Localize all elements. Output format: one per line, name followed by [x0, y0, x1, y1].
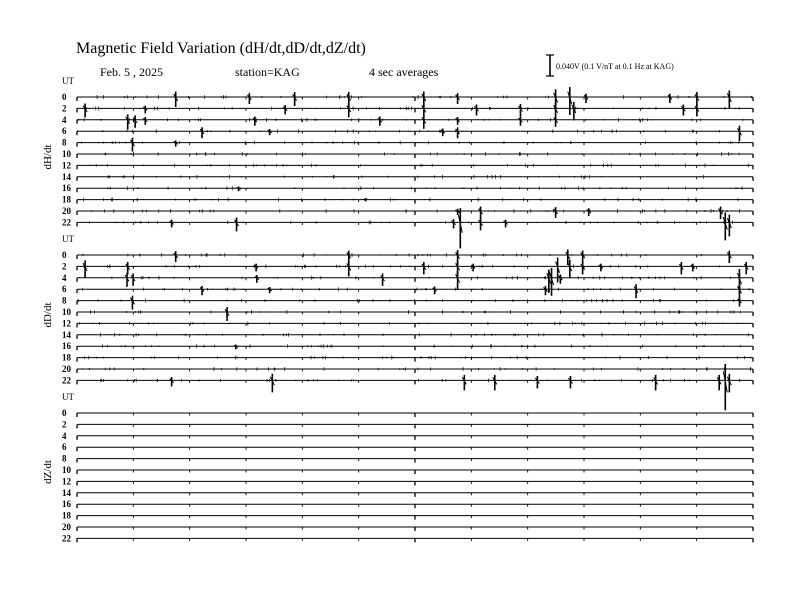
row-label: 22: [62, 533, 71, 544]
row-label: 8: [62, 453, 67, 464]
row-label: 0: [62, 250, 67, 260]
row-label: 4: [62, 430, 67, 441]
row-label: 2: [62, 261, 67, 272]
row-label: 22: [62, 217, 71, 228]
row-label: 18: [62, 194, 71, 205]
row-label: 4: [62, 272, 67, 283]
panel-dddt: [42, 234, 753, 410]
row-label: 2: [62, 103, 67, 114]
row-label: 12: [62, 476, 71, 487]
row-label: 20: [62, 522, 71, 532]
averaging-label: 4 sec averages: [369, 65, 439, 79]
row-label: 16: [62, 183, 71, 194]
panel-label: dH/dt: [42, 144, 54, 170]
row-label: 18: [62, 510, 71, 521]
row-label: 4: [62, 114, 67, 125]
row-label: 6: [62, 442, 67, 453]
row-label: 0: [62, 92, 67, 102]
row-label: 14: [62, 487, 71, 498]
chart-title: Magnetic Field Variation (dH/dt,dD/dt,dZ/dt): [76, 40, 366, 57]
row-label: 14: [62, 171, 71, 182]
ut-label: UT: [62, 234, 74, 244]
row-label: 8: [62, 137, 67, 148]
row-label: 2: [62, 419, 67, 430]
row-label: 6: [62, 126, 67, 137]
scale-bar-label: 0.040V (0.1 V/nT at 0.1 Hz at KAG): [556, 62, 674, 71]
row-label: 14: [62, 329, 71, 340]
panel-dzdt: [42, 392, 753, 543]
row-label: 0: [62, 408, 67, 418]
row-label: 12: [62, 160, 71, 171]
row-label: 20: [62, 206, 71, 216]
row-label: 12: [62, 318, 71, 329]
row-label: 22: [62, 375, 71, 386]
row-label: 20: [62, 364, 71, 374]
scale-bar: [546, 55, 674, 76]
panel-dhdt: [42, 76, 753, 248]
row-label: 8: [62, 295, 67, 306]
row-label: 18: [62, 352, 71, 363]
panels: [42, 76, 753, 543]
panel-label: dD/dt: [42, 302, 54, 328]
row-label: 10: [62, 465, 71, 475]
row-label: 10: [62, 307, 71, 317]
ut-label: UT: [62, 76, 74, 86]
row-label: 16: [62, 499, 71, 510]
station-label: station=KAG: [235, 65, 300, 79]
row-label: 16: [62, 341, 71, 352]
row-label: 6: [62, 284, 67, 295]
row-label: 10: [62, 149, 71, 159]
date-label: Feb. 5 , 2025: [100, 65, 163, 79]
panel-label: dZ/dt: [42, 460, 54, 484]
ut-label: UT: [62, 392, 74, 402]
